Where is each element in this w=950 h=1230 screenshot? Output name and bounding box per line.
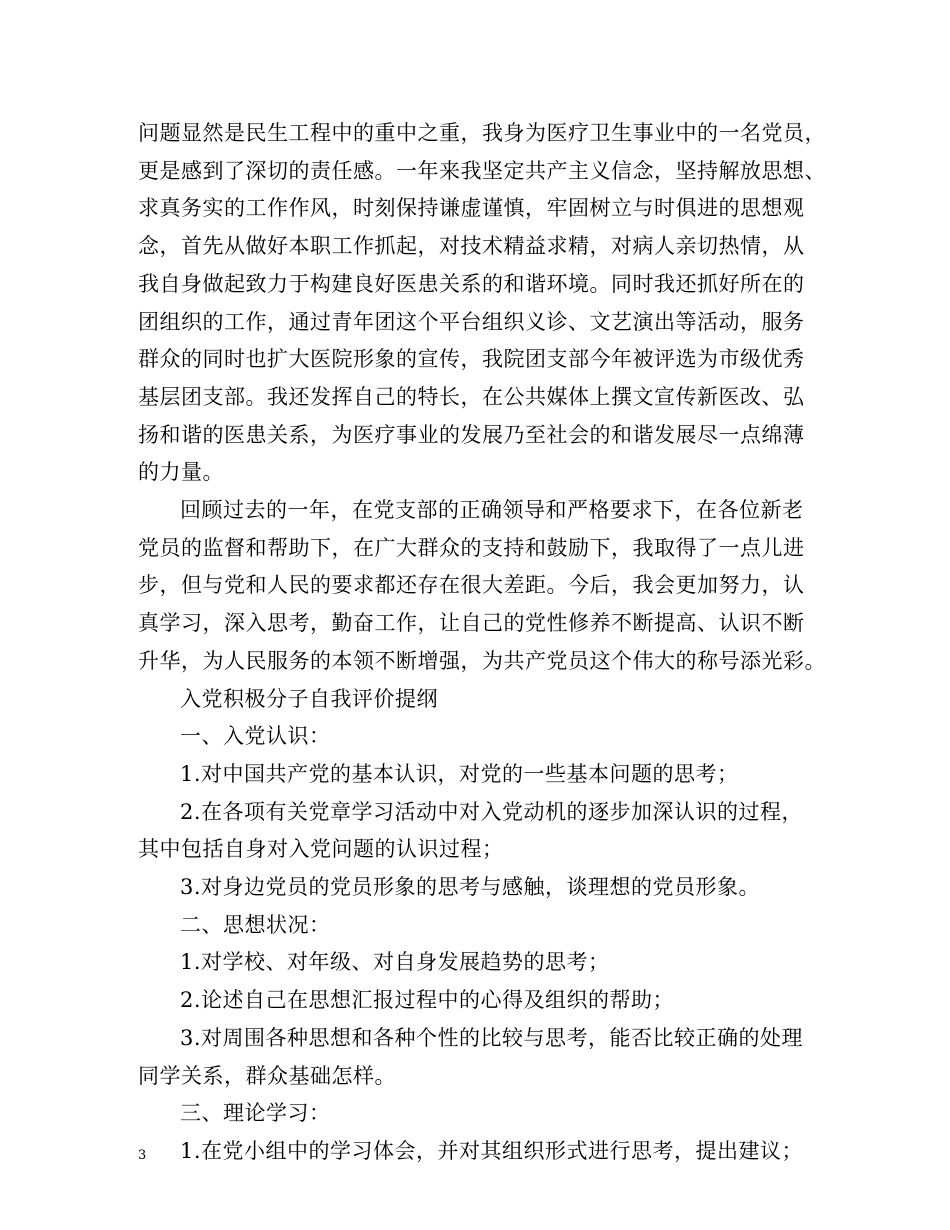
section-heading: 二、思想状况：: [180, 912, 331, 937]
list-item: 3.对周围各种思想和各种个性的比较与思考，能否比较正确的处理: [180, 1025, 804, 1050]
text-line: 问题显然是民生工程中的重中之重，我身为医疗卫生事业中的一名党员，: [138, 121, 826, 145]
list-item: 2.论述自己在思想汇报过程中的心得及组织的帮助；: [180, 988, 675, 1013]
text-line: 念，首先从做好本职工作抓起，对技术精益求精，对病人亲切热情，从: [138, 234, 805, 259]
list-item-continuation: 同学关系，群众基础怎样。: [138, 1063, 396, 1088]
text-line: 我自身做起致力于构建良好医患关系的和谐环境。同时我还抓好所在的: [138, 271, 805, 296]
text-line: 的力量。: [138, 460, 224, 485]
list-item: 1.对中国共产党的基本认识，对党的一些基本问题的思考；: [180, 761, 739, 786]
text-line: 更是感到了深切的责任感。一年来我坚定共产主义信念，坚持解放思想、: [138, 158, 826, 183]
list-item-continuation: 其中包括自身对入党问题的认识过程；: [138, 837, 504, 862]
list-item: 1.对学校、对年级、对自身发展趋势的思考；: [180, 950, 610, 975]
body-text: [138, 115, 838, 1171]
text-line: 步，但与党和人民的要求都还存在很大差距。今后，我会更加努力，认: [138, 573, 805, 598]
page-number: 3: [138, 1148, 147, 1163]
list-item: 2.在各项有关党章学习活动中对入党动机的逐步加深认识的过程，: [180, 799, 804, 824]
text-line: 真学习，深入思考，勤奋工作，让自己的党性修养不断提高、认识不断: [138, 611, 805, 636]
section-heading: 三、理论学习：: [180, 1101, 331, 1126]
text-line: 回顾过去的一年，在党支部的正确领导和严格要求下，在各位新老: [180, 498, 804, 523]
section-heading: 一、入党认识：: [180, 724, 331, 749]
list-item: 1.在党小组中的学习体会，并对其组织形式进行思考，提出建议；: [180, 1138, 804, 1163]
text-line: 求真务实的工作作风，时刻保持谦虚谨慎，牢固树立与时俱进的思想观: [138, 196, 805, 221]
text-line: 升华，为人民服务的本领不断增强，为共产党员这个伟大的称号添光彩。: [138, 648, 826, 673]
text-line: 团组织的工作，通过青年团这个平台组织义诊、文艺演出等活动，服务: [138, 309, 805, 334]
text-line: 党员的监督和帮助下，在广大群众的支持和鼓励下，我取得了一点儿进: [138, 535, 805, 560]
document-body: [138, 115, 838, 1171]
list-item: 3.对身边党员的党员形象的思考与感触，谈理想的党员形象。: [180, 875, 761, 900]
text-line: 群众的同时也扩大医院形象的宣传，我院团支部今年被评选为市级优秀: [138, 347, 805, 372]
text-line: 基层团支部。我还发挥自己的特长，在公共媒体上撰文宣传新医改、弘: [138, 384, 805, 409]
section-title: 入党积极分子自我评价提纲: [180, 686, 438, 711]
text-line: 扬和谐的医患关系，为医疗事业的发展乃至社会的和谐发展尽一点绵薄: [138, 422, 805, 447]
